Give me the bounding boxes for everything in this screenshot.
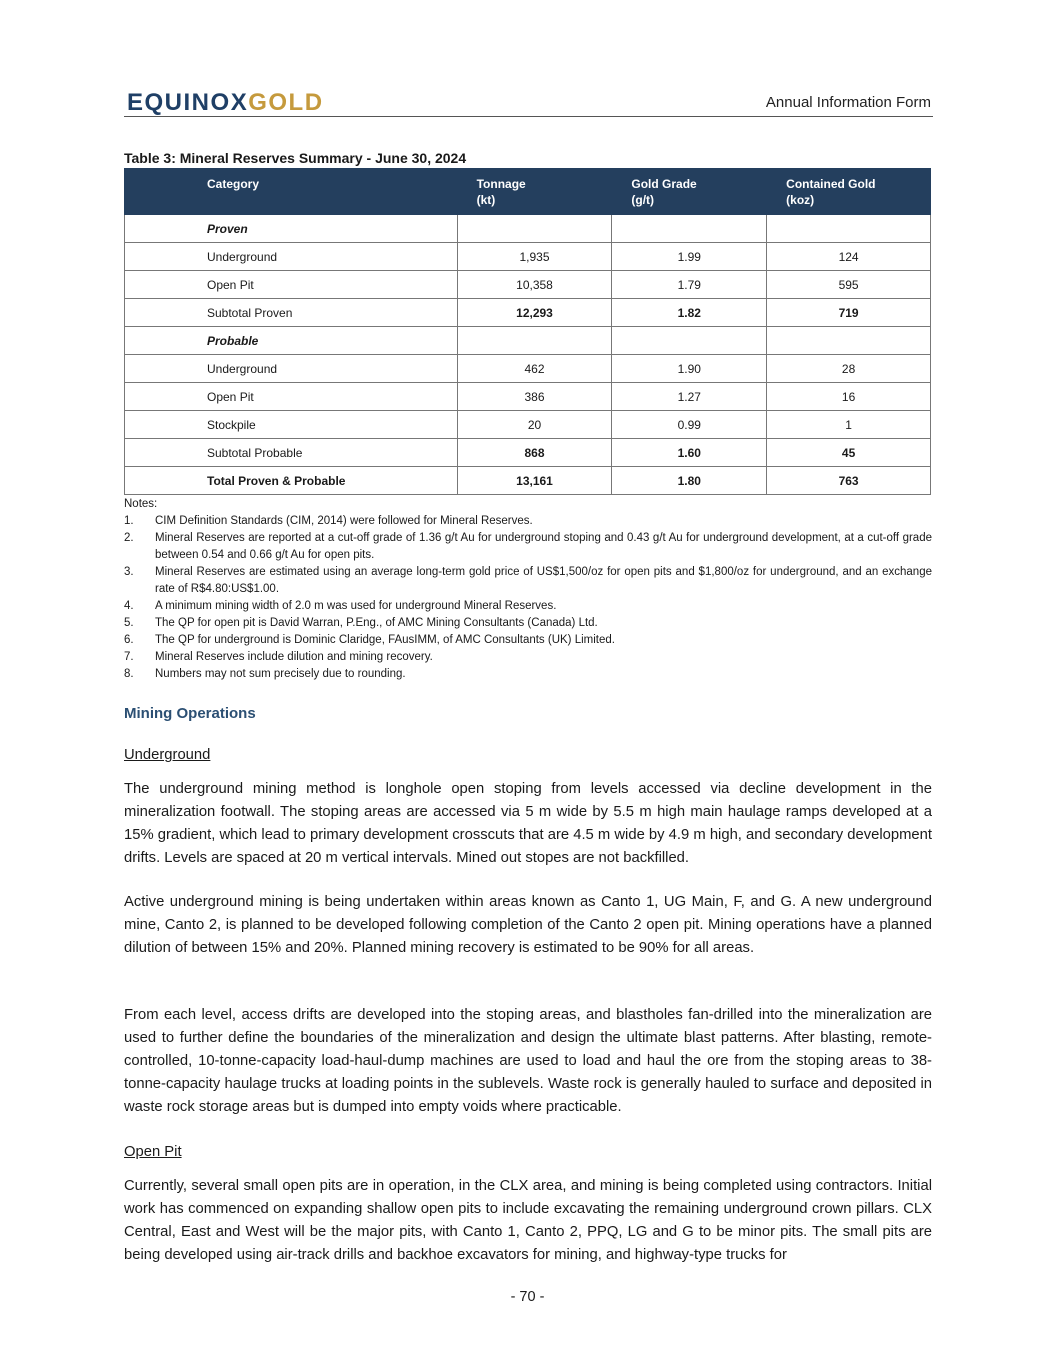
underground-paragraph-3: From each level, access drifts are developed into the stoping areas, and blastholes fan-drilled into the mineralization are used to further define the boundaries of the mineralization and design the ultimate blast patterns. After blasting, remote-controlled, 10-tonne-capacity load-haul-dump machines are used to load and haul the ore from the stoping areas to 38-tonne-capacity haulage trucks at loading points in the sublevels. Waste rock is generally hauled to surface and deposited in waste rock storage areas but is dumped into empty voids where practicable. [124,1007,932,1115]
table-row: Subtotal Probable 868 1.60 45 [125,439,931,467]
equinox-gold-logo: EQUINOXGOLD [127,89,324,116]
underground-subheading: Underground [124,747,211,763]
note-item: 2. Mineral Reserves are reported at a cut-off grade of 1.36 g/t Au for underground stoping and 0.43 g/t Au for underground development, at a cut-off grade between 0.54 and 0.66 g/t Au for open pits. [124,532,932,561]
table-notes [124,496,932,683]
note-item: 7. Mineral Reserves include dilution and mining recovery. [124,651,433,663]
document-title: Annual Information Form [765,94,931,111]
note-item: 6. The QP for underground is Dominic Claridge, FAusIMM, of AMC Consultants (UK) Limited. [124,634,615,646]
note-item: 4. A minimum mining width of 2.0 m was used for underground Mineral Reserves. [124,600,557,612]
table-row: Stockpile 20 0.99 1 [125,411,931,439]
note-item: 1. CIM Definition Standards (CIM, 2014) were followed for Mineral Reserves. [124,515,533,527]
underground-paragraph-1: The underground mining method is longhole open stoping from levels accessed via decline development in the mineralization footwall. The stoping areas are accessed via 5 m wide by 5.5 m high main haulage ramps developed at a 15% gradient, which lead to primary development crosscuts that are 4.5 m wide by 4.9 m high, and secondary development drifts. Levels are spaced at 20 m vertical intervals. Mined out stopes are not backfilled. [124,781,932,866]
table-row: Subtotal Proven 12,293 1.82 719 [125,299,931,327]
table-row: Proven [125,215,931,243]
table-row: Open Pit 10,358 1.79 595 [125,271,931,299]
column-header-category: Category [125,169,458,215]
table-title: Table 3: Mineral Reserves Summary - June 30, 2024 [124,150,467,166]
column-header-tonnage: Tonnage (kt) [457,169,612,215]
column-header-contained-gold: Contained Gold (koz) [767,169,931,215]
open-pit-subheading: Open Pit [124,1144,182,1160]
column-header-gold-grade: Gold Grade (g/t) [612,169,767,215]
table-row: Probable [125,327,931,355]
table-row: Underground 462 1.90 28 [125,355,931,383]
table-row: Open Pit 386 1.27 16 [125,383,931,411]
open-pit-paragraph-1: Currently, several small open pits are in operation, in the CLX area, and mining is being completed using contractors. Initial work has commenced on expanding shallow open pits to include excavating the remaining underground crown pillars. CLX Central, East and West will be the major pits, with Canto 1, Canto 2, PPQ, LG and G to be minor pits. The small pits are being developed using air-track drills and backhoe excavators for mining, and highway-type trucks for [124,1178,932,1263]
underground-paragraph-2: Active underground mining is being undertaken within areas known as Canto 1, UG Main, F, and G. A new underground mine, Canto 2, is planned to be developed following completion of the Canto 2 open pit. Mining operations have a planned dilution of between 15% and 20%. Planned mining recovery is estimated to be 90% for all areas. [124,894,932,956]
note-item: 8. Numbers may not sum precisely due to rounding. [124,668,406,680]
note-item: 3. Mineral Reserves are estimated using an average long-term gold price of US$1,500/oz for open pits and $1,800/oz for underground, and an exchange rate of R$4.80:US$1.00. [124,566,932,595]
mineral-reserves-table [124,168,931,495]
note-item: 5. The QP for open pit is David Warran, P.Eng., of AMC Mining Consultants (Canada) Ltd. [124,617,598,629]
notes-list [124,513,932,683]
page-number: - 70 - [510,1289,545,1305]
table-header-row [125,169,931,215]
mining-operations-heading: Mining Operations [124,705,256,722]
notes-heading: Notes: [124,498,158,510]
table-row: Total Proven & Probable 13,161 1.80 763 [125,467,931,495]
page-header [124,88,933,117]
table-row: Underground 1,935 1.99 124 [125,243,931,271]
